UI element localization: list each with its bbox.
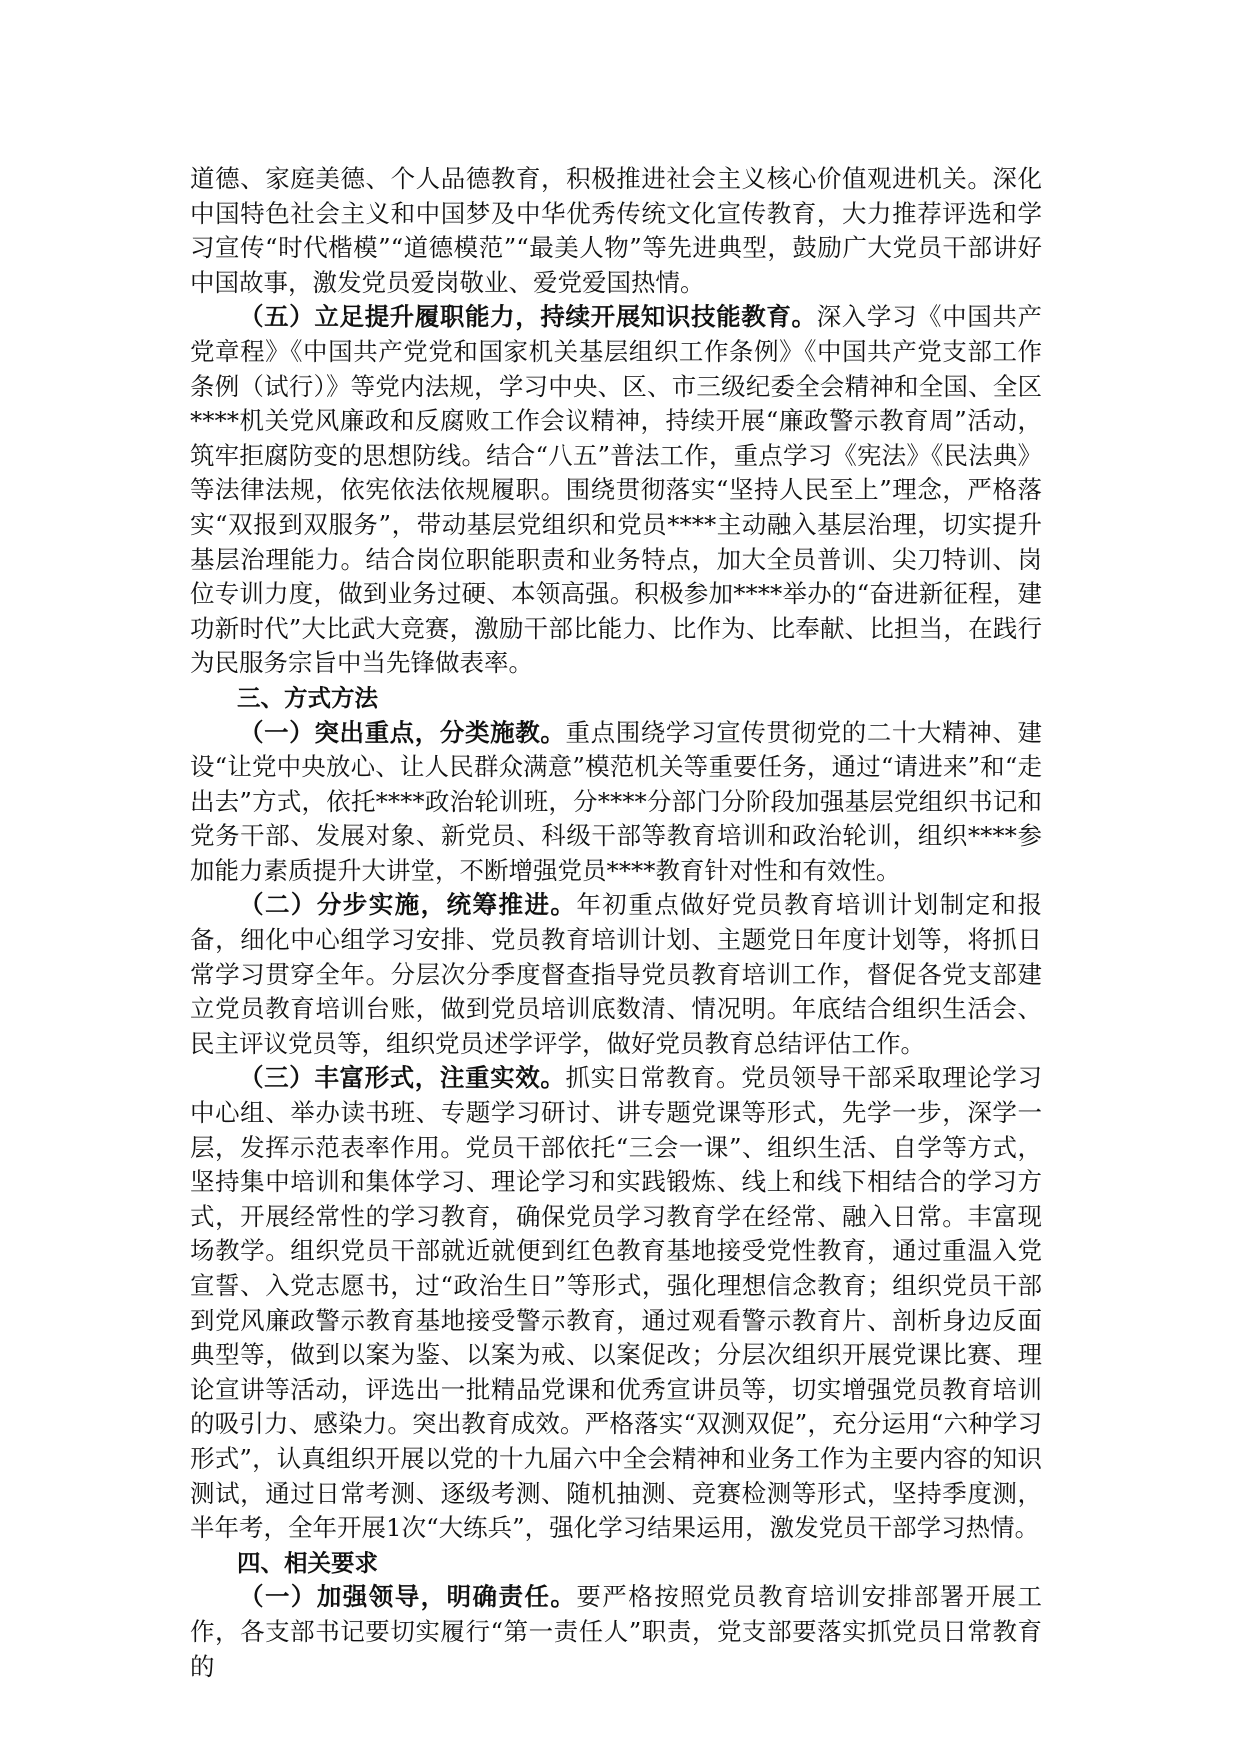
paragraph-lead: （五）立足提升履职能力，持续开展知识技能教育。 [239, 302, 817, 332]
section-heading-requirements: 四、相关要求 [237, 1548, 378, 1577]
paragraph-method-1 [190, 716, 1042, 889]
paragraph-text: 深入学习《中国共产党章程》《中国共产党党和国家机关基层组织工作条例》《中国共产党支部工作条例（试行）》等党内法规，学习中央、区、市三级纪委全会精神和全国、全区****机关党风廉政和反腐败工作会议精神，持续开展“廉政警示教育周”活动，筑牢拒腐防变的思想防线。结合“八五”普法工作，重点学习《宪法》《民法典》等法律法规，依宪依法依规履职。围绕贯彻落实“坚持人民至上”理念，严格落实“双报到双服务”，带动基层党组织和党员****主动融入基层治理，切实提升基层治理能力。结合岗位职能职责和业务特点，加大全员普训、尖刀特训、岗位专训力度，做到业务过硬、本领高强。积极参加****举办的“奋进新征程，建功新时代”大比武大竞赛，激励干部比能力、比作为、比奉献、比担当，在践行为民服务宗旨中当先锋做表率。 [190, 302, 1043, 678]
document-body [190, 162, 1042, 1684]
intro-paragraph [190, 162, 1042, 300]
paragraph-text: 要严格按照党员教育培训安排部署开展工作，各支部书记要切实履行“第一责任人”职责，党支部要落实抓党员日常教育的 [190, 1582, 1043, 1681]
paragraph-method-3 [190, 1061, 1042, 1545]
paragraph-lead: （二）分步实施，统筹推进。 [239, 890, 577, 920]
paragraph-text: 抓实日常教育。党员领导干部采取理论学习中心组、举办读书班、专题学习研讨、讲专题党课等形式，先学一步，深学一层，发挥示范表率作用。党员干部依托“三会一课”、组织生活、自学等方式，坚持集中培训和集体学习、理论学习和实践锻炼、线上和线下相结合的学习方式，开展经常性的学习教育，确保党员学习教育学在经常、融入日常。丰富现场教学。组织党员干部就近就便到红色教育基地接受党性教育，通过重温入党宣誓、入党志愿书，过“政治生日”等形式，强化理想信念教育；组织党员干部到党风廉政警示教育基地接受警示教育，通过观看警示教育片、剖析身边反面典型等，做到以案为鉴、以案为戒、以案促改；分层次组织开展党课比赛、理论宣讲等活动，评选出一批精品党课和优秀宣讲员等，切实增强党员教育培训的吸引力、感染力。突出教育成效。严格落实“双测双促”，充分运用“六种学习形式”，认真组织开展以党的十九届六中全会精神和业务工作为主要内容的知识测试，通过日常考测、逐级考测、随机抽测、竞赛检测等形式，坚持季度测，半年考，全年开展1次“大练兵”，强化学习结果运用，激发党员干部学习热情。 [190, 1063, 1042, 1543]
paragraph-text: 重点围绕学习宣传贯彻党的二十大精神、建设“让党中央放心、让人民群众满意”模范机关等重要任务，通过“请进来”和“走出去”方式，依托****政治轮训班，分****分部门分阶段加强基层党组织书记和党务干部、发展对象、新党员、科级干部等教育培训和政治轮训，组织****参加能力素质提升大讲堂，不断增强党员****教育针对性和有效性。 [190, 717, 1042, 885]
paragraph-lead: （三）丰富形式，注重实效。 [239, 1063, 566, 1093]
intro-text: 道德、家庭美德、个人品德教育，积极推进社会主义核心价值观进机关。深化中国特色社会主义和中国梦及中华优秀传统文化宣传教育，大力推荐评选和学习宣传“时代楷模”“道德模范”“最美人物”等先进典型，鼓励广大党员干部讲好中国故事，激发党员爱岗敬业、爱党爱国热情。 [190, 164, 1042, 297]
paragraph-method-2 [190, 888, 1042, 1061]
section-heading-methods: 三、方式方法 [237, 683, 378, 712]
paragraph-lead: （一）加强领导，明确责任。 [239, 1582, 577, 1612]
paragraph-requirement-1 [190, 1580, 1042, 1684]
paragraph-knowledge-skills [190, 300, 1042, 681]
paragraph-text: 年初重点做好党员教育培训计划制定和报备，细化中心组学习安排、党员教育培训计划、主题党日年度计划等，将抓日常学习贯穿全年。分层次分季度督查指导党员教育培训工作，督促各党支部建立党员教育培训台账，做到党员培训底数清、情况明。年底结合组织生活会、民主评议党员等，组织党员述学评学，做好党员教育总结评估工作。 [190, 890, 1043, 1058]
paragraph-lead: （一）突出重点，分类施教。 [239, 717, 566, 747]
